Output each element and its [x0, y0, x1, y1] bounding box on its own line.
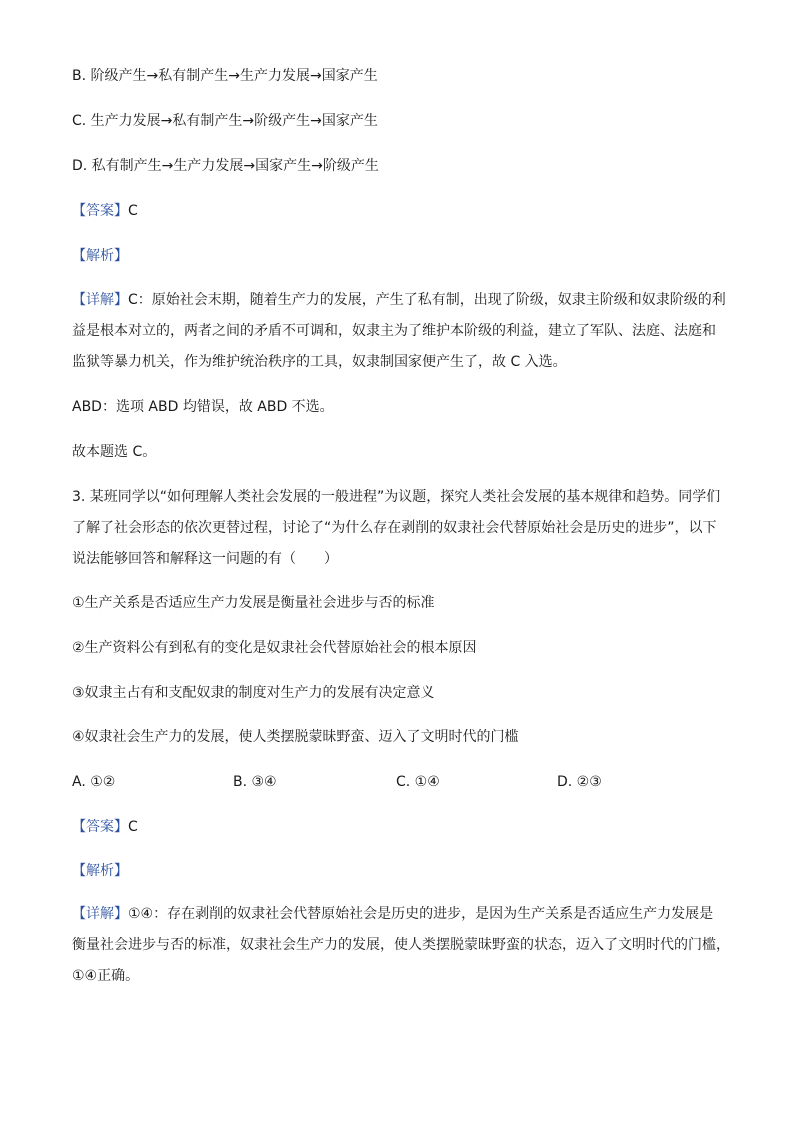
q2-answer	[72, 201, 138, 221]
analysis-tag: 【解析】	[72, 248, 128, 264]
q2-conclusion: 故本题选 C。	[72, 444, 157, 460]
q2-option-d: D. 私有制产生→生产力发展→国家产生→阶级产生	[72, 158, 379, 174]
q3-choice-d: D. ②③	[557, 774, 602, 790]
q2-detail-line: 监狱等暴力机关，作为维护统治秩序的工具，奴隶制国家便产生了，故 C 入选。	[72, 354, 567, 370]
q2-option-c: C. 生产力发展→私有制产生→阶级产生→国家产生	[72, 113, 378, 129]
q3-statement-3: ③奴隶主占有和支配奴隶的制度对生产力的发展有决定意义	[72, 685, 435, 701]
analysis-tag: 【解析】	[72, 863, 128, 879]
answer-value: C	[128, 819, 138, 835]
q3-choice-c: C. ①④	[396, 774, 440, 790]
q3-stem-line: 了解了社会形态的依次更替过程，讨论了“为什么存在剥削的奴隶社会代替原始社会是历史的进步”，以下	[72, 520, 717, 536]
q3-choice-a: A. ①②	[72, 774, 116, 790]
q3-choice-b: B. ③④	[233, 774, 277, 790]
q2-detail-line: 益是根本对立的，两者之间的矛盾不可调和，奴隶主为了维护本阶级的利益，建立了军队、法庭、法庭和	[72, 323, 716, 339]
answer-tag: 【答案】	[72, 819, 128, 835]
q2-detail-line: 【详解】C：原始社会末期，随着生产力的发展，产生了私有制，出现了阶级，奴隶主阶级和奴隶阶级的利	[72, 292, 726, 308]
q3-answer	[72, 817, 138, 837]
q3-stem	[72, 482, 732, 575]
q2-detail-paragraph	[72, 285, 732, 378]
q2-option-b: B. 阶级产生→私有制产生→生产力发展→国家产生	[72, 68, 378, 84]
q3-stem-line: 3. 某班同学以“如何理解人类社会发展的一般进程”为议题，探究人类社会发展的基本规律和趋势。同学们	[72, 489, 721, 505]
q3-statement-1: ①生产关系是否适应生产力发展是衡量社会进步与否的标准	[72, 595, 435, 611]
detail-tag: 【详解】	[72, 906, 128, 922]
q3-detail-line: 衡量社会进步与否的标准，奴隶社会生产力的发展，使人类摆脱蒙昧野蛮的状态，迈入了文明时代的门槛，	[72, 937, 730, 953]
q2-abd-note: ABD：选项 ABD 均错误，故 ABD 不选。	[72, 399, 334, 415]
q3-statement-2: ②生产资料公有到私有的变化是奴隶社会代替原始社会的根本原因	[72, 640, 477, 656]
answer-tag: 【答案】	[72, 203, 128, 219]
q3-detail-line: 【详解】①④：存在剥削的奴隶社会代替原始社会是历史的进步，是因为生产关系是否适应生产力发展是	[72, 906, 714, 922]
answer-value: C	[128, 203, 138, 219]
detail-tag: 【详解】	[72, 292, 128, 308]
q3-statement-4: ④奴隶社会生产力的发展，使人类摆脱蒙昧野蛮、迈入了文明时代的门槛	[72, 729, 519, 745]
q3-detail-paragraph	[72, 899, 732, 992]
q3-analysis-heading	[72, 861, 128, 881]
q3-detail-line: ①④正确。	[72, 968, 140, 984]
q3-stem-line: 说法能够回答和解释这一问题的有（ ）	[72, 551, 338, 567]
q2-analysis-heading	[72, 246, 128, 266]
